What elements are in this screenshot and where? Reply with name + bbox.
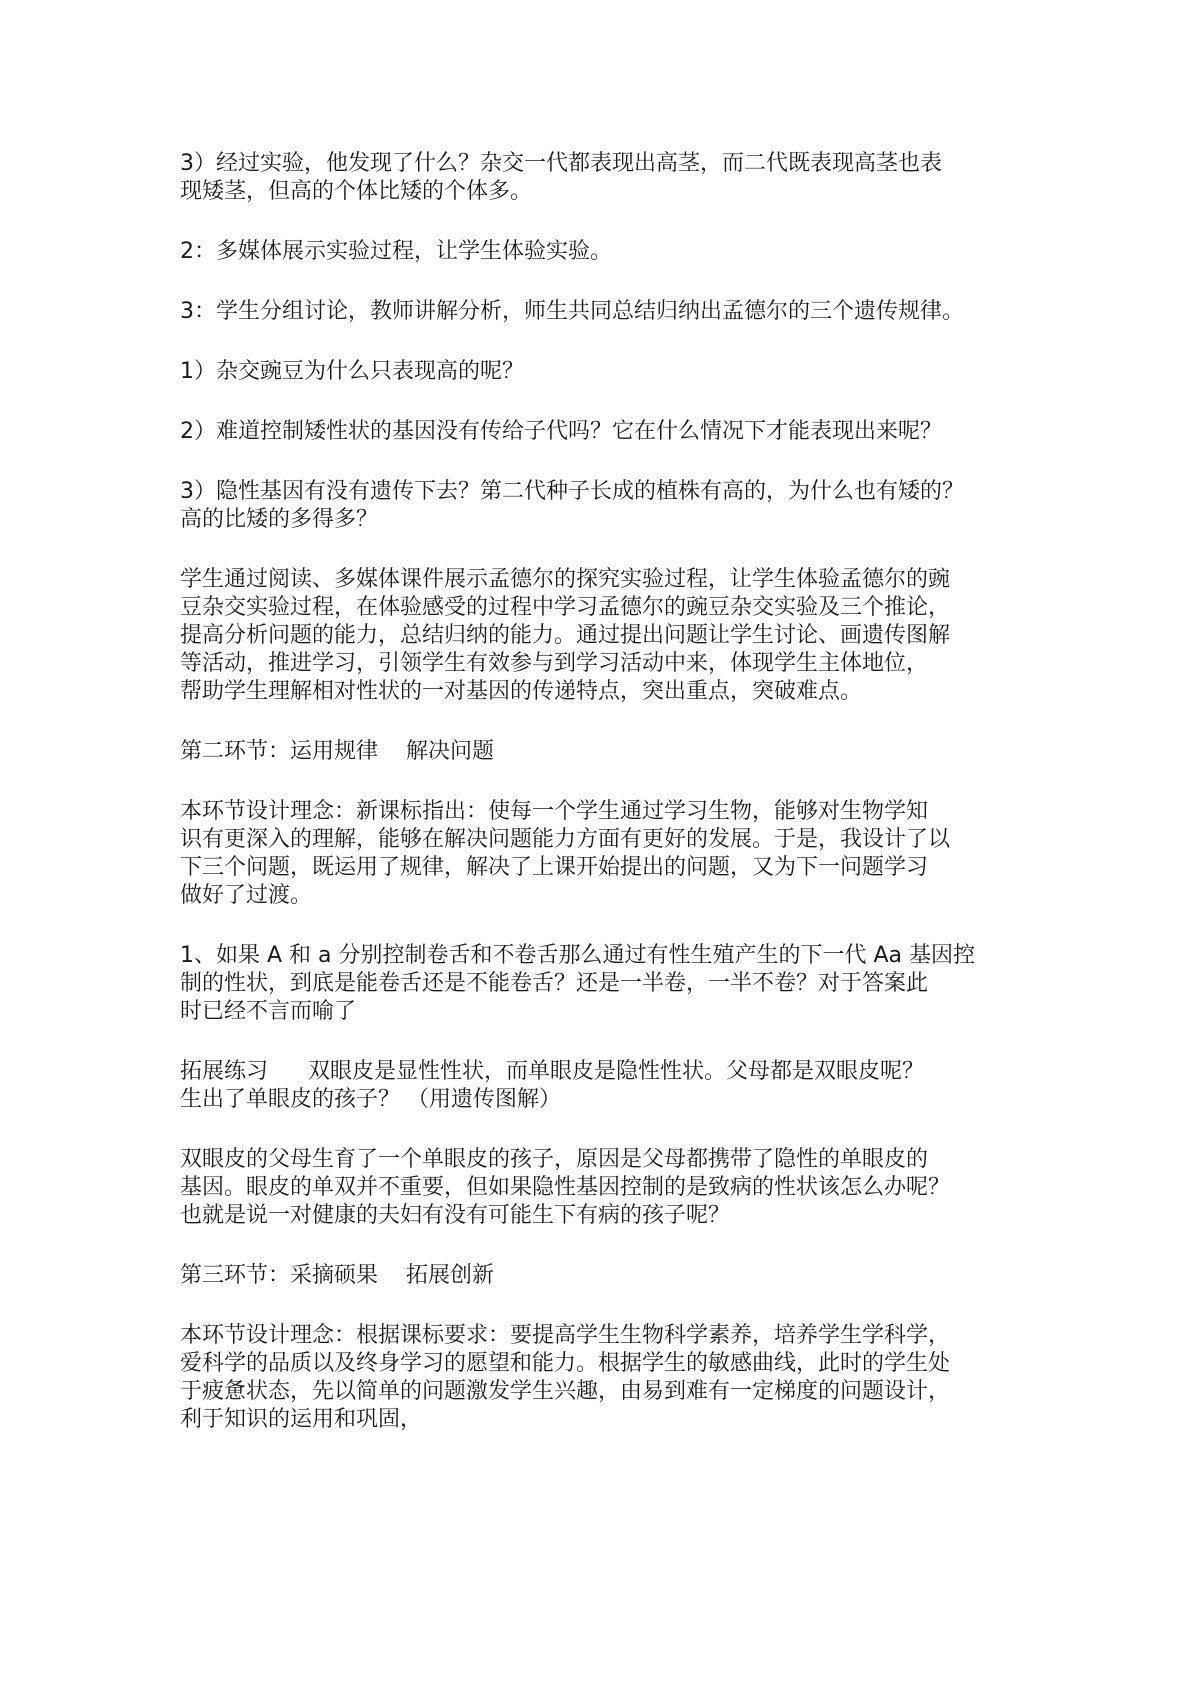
text-line: 时已经不言而喻了	[180, 999, 357, 1024]
text-line: 2：多媒体展示实验过程，让学生体验实验。	[180, 239, 612, 264]
text-line: 本环节设计理念：新课标指出：使每一个学生通过学习生物，能够对生物学知	[180, 799, 929, 824]
text-line: 做好了过渡。	[180, 883, 313, 908]
text-line: 本环节设计理念：根据课标要求：要提高学生生物科学素养，培养学生学科学，	[180, 1323, 951, 1348]
text-line: 提高分析问题的能力，总结归纳的能力。通过提出问题让学生讨论、画遗传图解	[180, 623, 951, 648]
text-line: 学生通过阅读、多媒体课件展示孟德尔的探究实验过程，让学生体验孟德尔的豌	[180, 567, 951, 592]
text-line: 2）难道控制矮性状的基因没有传给子代吗？它在什么情况下才能表现出来呢？	[180, 419, 942, 444]
heading-line	[180, 1262, 1020, 1290]
text-line: 等活动，推进学习，引领学生有效参与到学习活动中来，体现学生主体地位，	[180, 651, 929, 676]
text-line: 利于知识的运用和巩固，	[180, 1407, 423, 1432]
text-line: 3）经过实验，他发现了什么？杂交一代都表现出高茎，而二代既表现高茎也表	[180, 151, 942, 176]
text-line	[180, 1058, 1020, 1086]
paragraph-tongue-rolling	[180, 942, 1020, 1026]
text-line: 豆杂交实验过程，在体验感受的过程中学习孟德尔的豌豆杂交实验及三个推论，	[180, 595, 951, 620]
text-line: 1、如果 A 和 a 分别控制卷舌和不卷舌那么通过有性生殖产生的下一代 Aa 基因控	[180, 943, 976, 968]
paragraph-group-discussion	[180, 298, 1020, 326]
heading-left: 第三环节：采摘硕果	[180, 1263, 379, 1288]
paragraph-question-3	[180, 478, 1020, 534]
text-line: 3：学生分组讨论，教师讲解分析，师生共同总结归纳出孟德尔的三个遗传规律。	[180, 299, 964, 324]
text-line: 识有更深入的理解，能够在解决问题能力方面有更好的发展。于是，我设计了以	[180, 827, 951, 852]
paragraph-extension-exercise	[180, 1058, 1020, 1114]
exercise-label: 拓展练习	[180, 1059, 269, 1084]
section-heading-2	[180, 738, 1020, 766]
text-line: 制的性状，到底是能卷舌还是不能卷舌？还是一半卷，一半不卷？对于答案此	[180, 971, 929, 996]
heading-left: 第二环节：运用规律	[180, 739, 379, 764]
text-line: 1）杂交豌豆为什么只表现高的呢？	[180, 359, 524, 384]
section-heading-3	[180, 1262, 1020, 1290]
heading-right: 拓展创新	[406, 1263, 495, 1288]
text-line: 基因。眼皮的单双并不重要，但如果隐性基因控制的是致病的性状该怎么办呢？	[180, 1175, 951, 1200]
text-line: 下三个问题，既运用了规律，解决了上课开始提出的问题，又为下一问题学习	[180, 855, 929, 880]
text-line: 高的比矮的多得多？	[180, 507, 379, 532]
text-line: 帮助学生理解相对性状的一对基因的传递特点，突出重点，突破难点。	[180, 679, 863, 704]
text-line: 于疲惫状态，先以简单的问题激发学生兴趣，由易到难有一定梯度的问题设计，	[180, 1379, 951, 1404]
exercise-text: 双眼皮是显性性状，而单眼皮是隐性性状。父母都是双眼皮呢？	[308, 1059, 925, 1084]
paragraph-design-concept-2	[180, 798, 1020, 910]
text-line: 爱科学的品质以及终身学习的愿望和能力。根据学生的敏感曲线，此时的学生处	[180, 1351, 951, 1376]
document-body	[180, 150, 1020, 1466]
paragraph-experiment-finding	[180, 150, 1020, 206]
heading-line	[180, 738, 1020, 766]
text-line: 双眼皮的父母生育了一个单眼皮的孩子，原因是父母都携带了隐性的单眼皮的	[180, 1147, 929, 1172]
text-line: 生出了单眼皮的孩子？ （用遗传图解）	[180, 1087, 561, 1112]
text-line: 也就是说一对健康的夫妇有没有可能生下有病的孩子呢？	[180, 1203, 731, 1228]
paragraph-question-1	[180, 358, 1020, 386]
paragraph-multimedia-demo	[180, 238, 1020, 266]
paragraph-question-2	[180, 418, 1020, 446]
text-line: 现矮茎，但高的个体比矮的个体多。	[180, 179, 533, 204]
paragraph-design-concept-3	[180, 1322, 1020, 1434]
heading-right: 解决问题	[406, 739, 495, 764]
paragraph-eyelid-explanation	[180, 1146, 1020, 1230]
paragraph-learning-summary	[180, 566, 1020, 706]
text-line: 3）隐性基因有没有遗传下去？第二代种子长成的植株有高的，为什么也有矮的？	[180, 479, 964, 504]
